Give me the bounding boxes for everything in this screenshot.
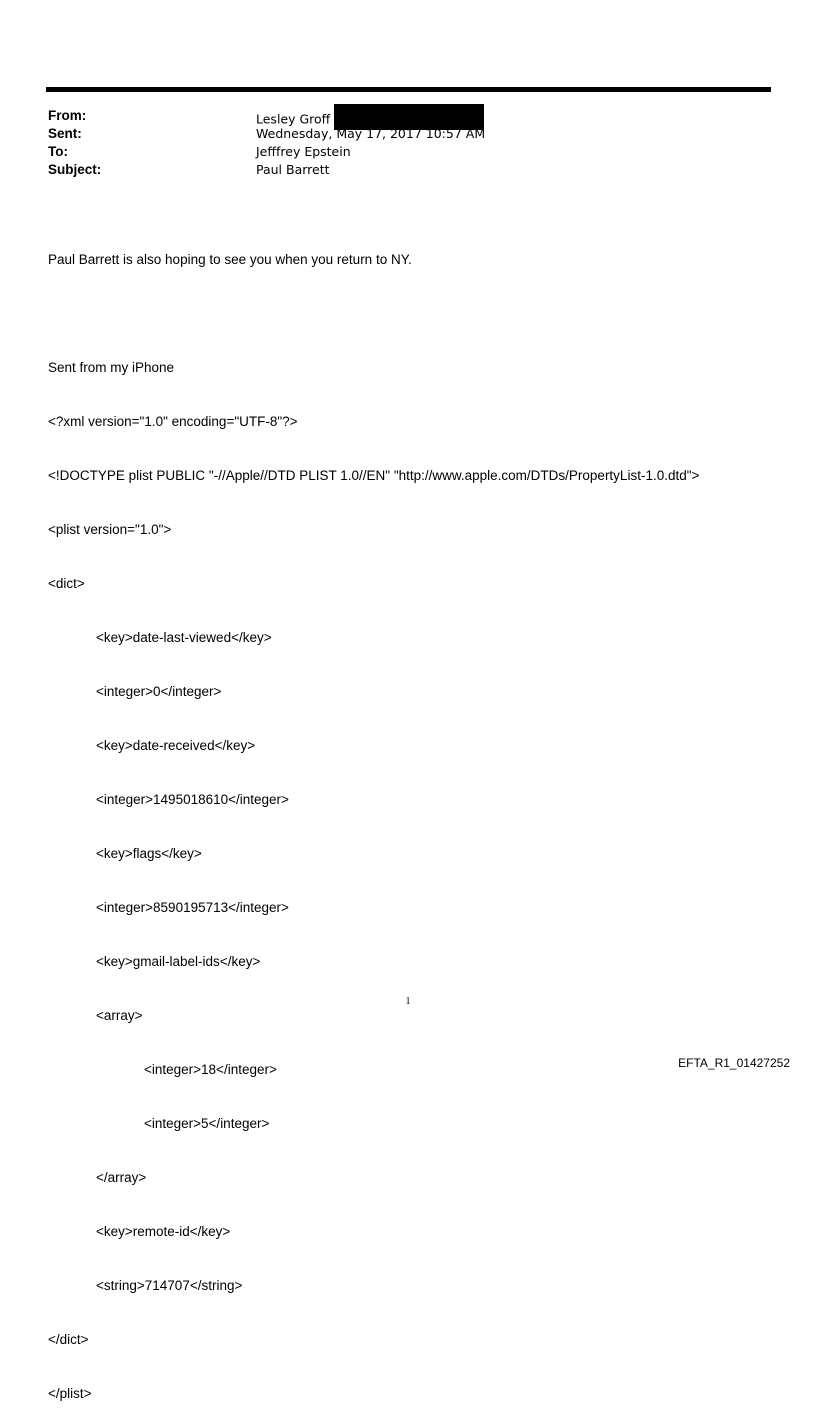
subject-label: Subject: xyxy=(48,162,102,177)
email-body xyxy=(48,215,699,1421)
plist-line: <key>date-last-viewed</key> xyxy=(96,630,272,645)
plist-line: <integer>5</integer> xyxy=(144,1116,270,1131)
message-text: Paul Barrett is also hoping to see you when you return to NY. xyxy=(48,252,412,267)
plist-line: </dict> xyxy=(48,1332,89,1347)
subject-value: Paul Barrett xyxy=(256,162,330,177)
plist-line: <key>remote-id</key> xyxy=(96,1224,231,1239)
plist-line: <integer>18</integer> xyxy=(144,1062,277,1077)
from-label: From: xyxy=(48,108,87,123)
plist-line: <dict> xyxy=(48,576,85,591)
plist-line: <key>gmail-label-ids</key> xyxy=(96,954,261,969)
sent-label: Sent: xyxy=(48,126,82,141)
header-divider xyxy=(46,87,771,92)
page-number: 1 xyxy=(405,996,411,1007)
sent-value: Wednesday, May 17, 2017 10:57 AM xyxy=(256,126,486,141)
plist-line: <key>flags</key> xyxy=(96,846,202,861)
plist-line: <!DOCTYPE plist PUBLIC "-//Apple//DTD PLIST 1.0//EN" "http://www.apple.com/DTDs/PropertyList-1.0.dtd"> xyxy=(48,468,700,483)
to-label: To: xyxy=(48,144,68,159)
plist-line: <?xml version="1.0" encoding="UTF-8"?> xyxy=(48,414,298,429)
sender-name: Lesley Groff xyxy=(256,111,331,127)
plist-line: <integer>0</integer> xyxy=(96,684,222,699)
plist-line: </array> xyxy=(96,1170,147,1185)
plist-line: <plist version="1.0"> xyxy=(48,522,172,537)
to-value: Jefffrey Epstein xyxy=(256,144,351,159)
plist-line: <integer>8590195713</integer> xyxy=(96,900,289,915)
plist-line: <string>714707</string> xyxy=(96,1278,243,1293)
plist-line: <key>date-received</key> xyxy=(96,738,256,753)
signature-text: Sent from my iPhone xyxy=(48,360,175,375)
bates-number: EFTA_R1_01427252 xyxy=(678,1056,790,1070)
plist-line: <integer>1495018610</integer> xyxy=(96,792,289,807)
plist-line: </plist> xyxy=(48,1386,92,1401)
paragraph-gap xyxy=(48,305,699,323)
plist-line: <array> xyxy=(96,1008,143,1023)
